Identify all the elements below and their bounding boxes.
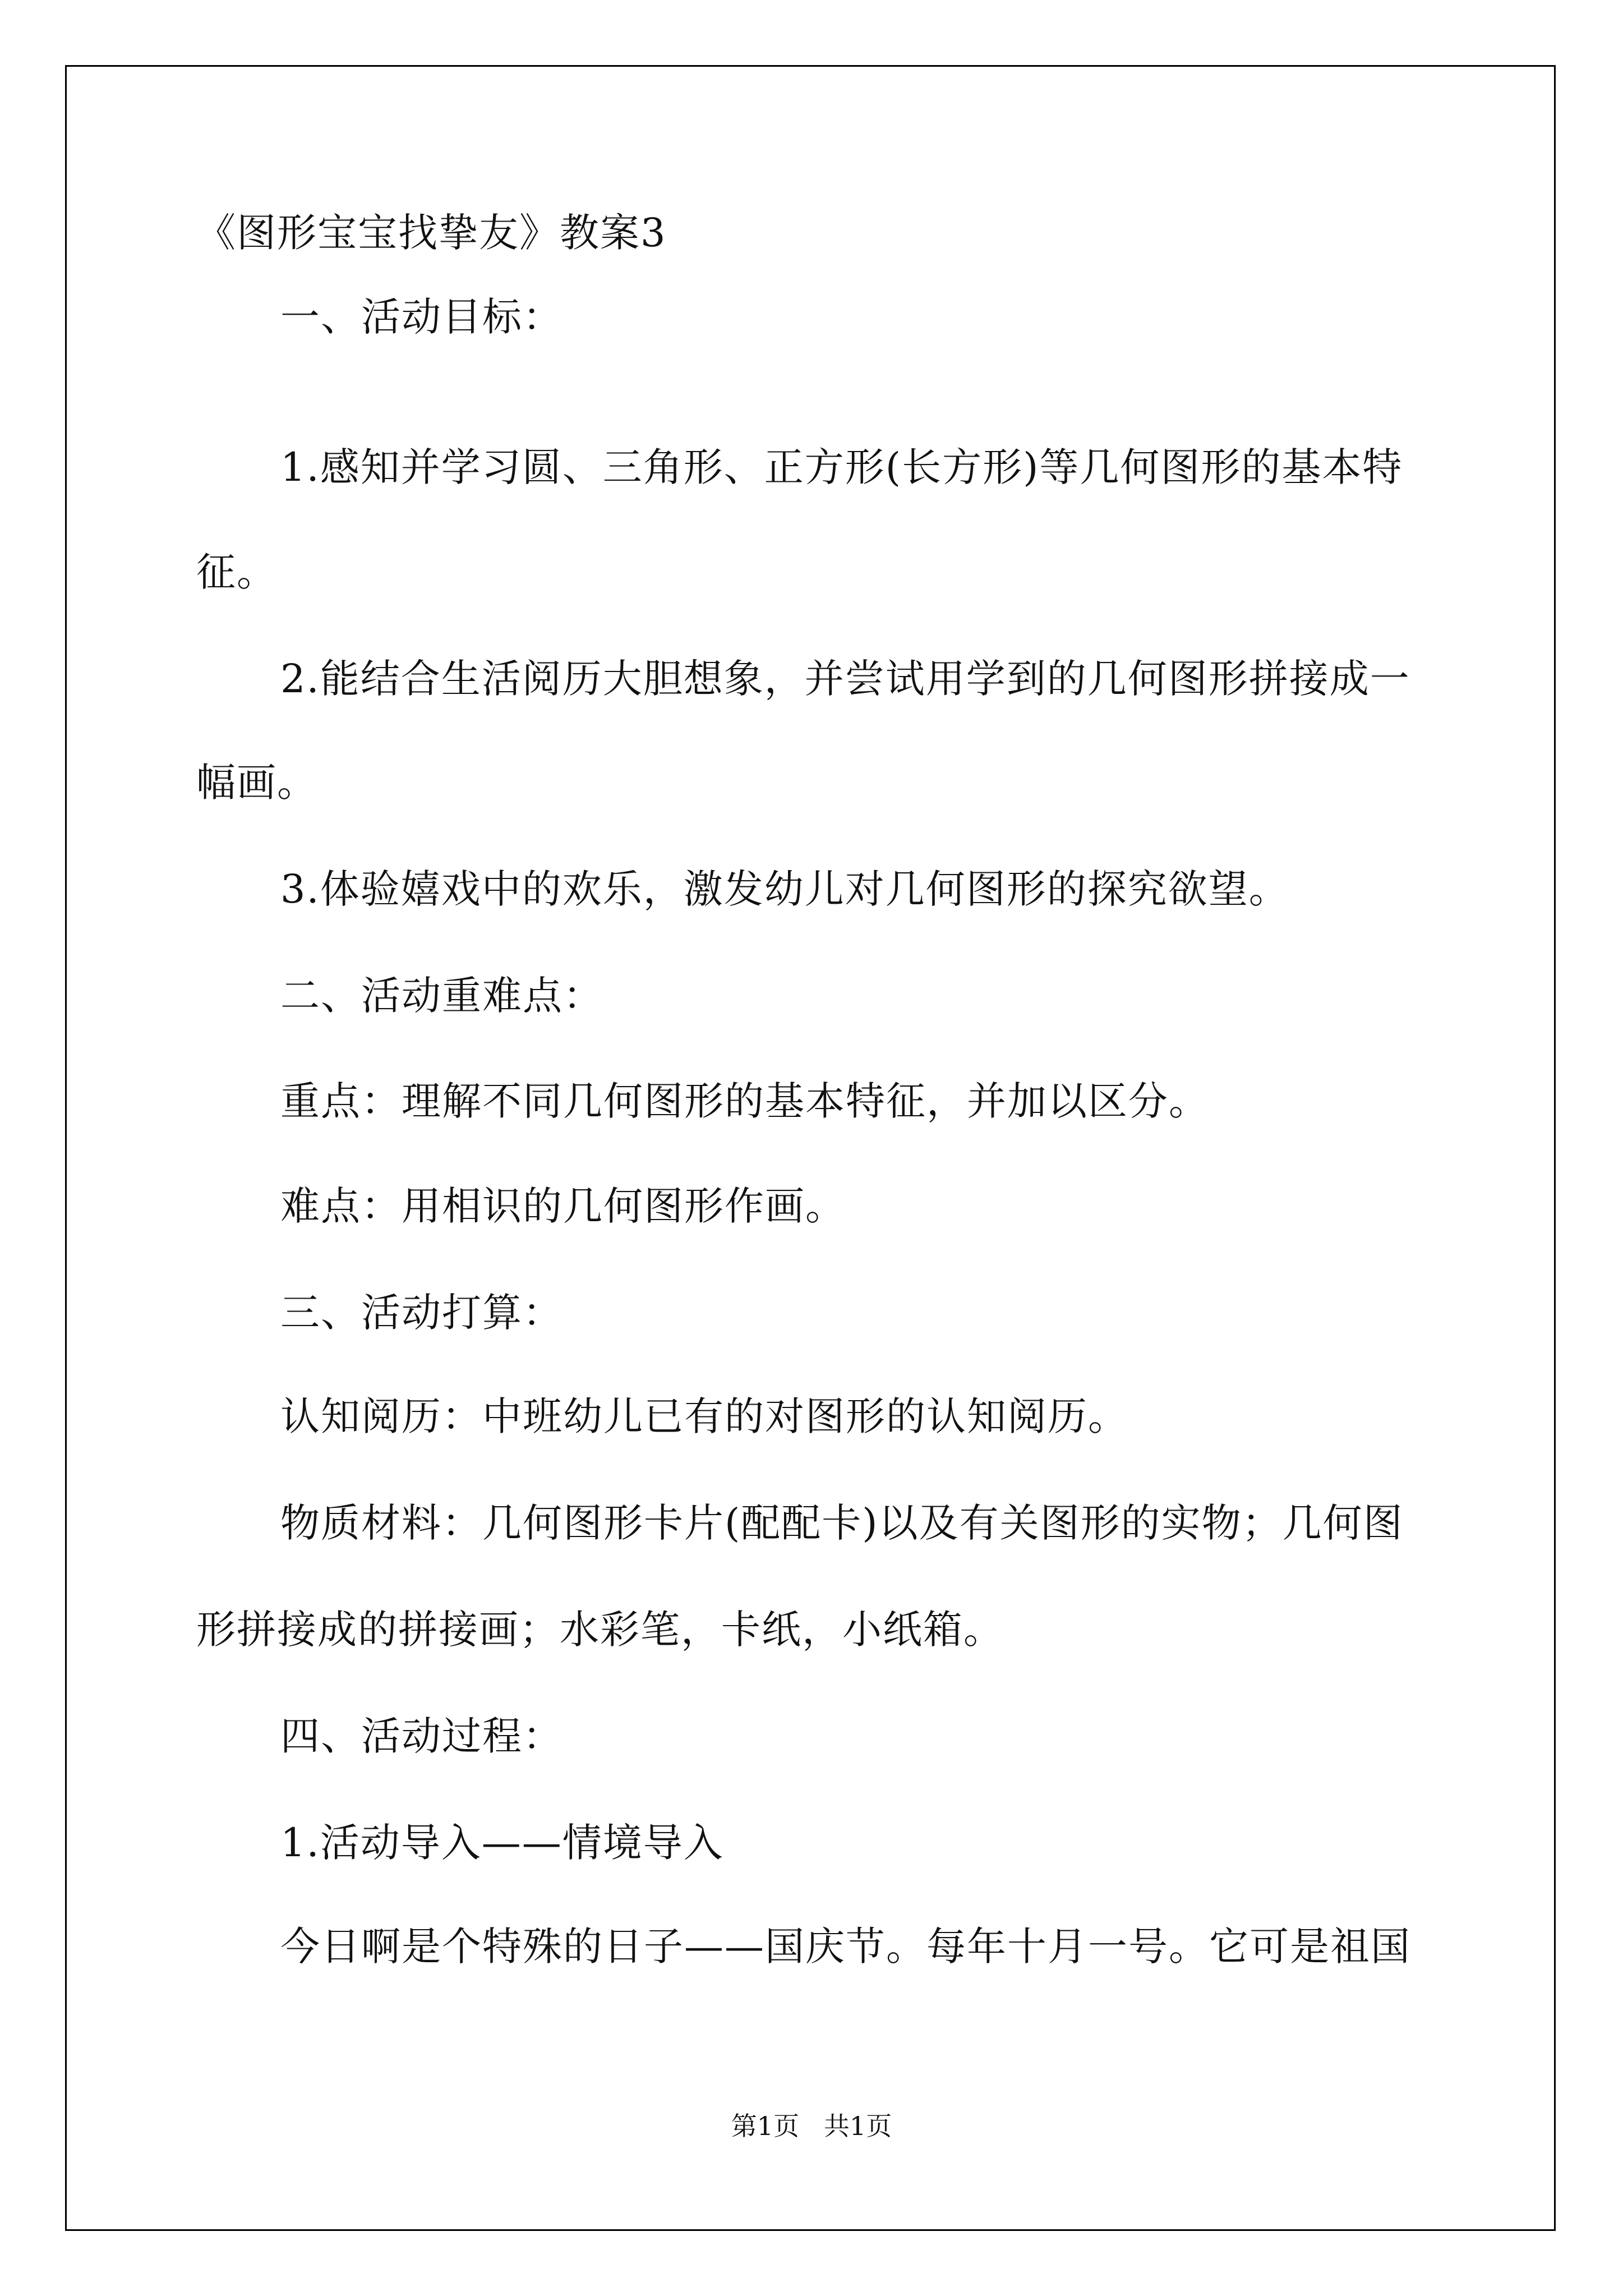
- paragraph-line: 2.能结合生活阅历大胆想象，并尝试用学到的几何图形拼接成一: [280, 656, 1410, 702]
- paragraph-line: 难点：用相识的几何图形作画。: [280, 1183, 846, 1229]
- section-heading-process: 四、活动过程：: [280, 1713, 563, 1759]
- paragraph-line: 今日啊是个特殊的日子——国庆节。每年十月一号。它可是祖国: [280, 1924, 1411, 1970]
- paragraph-line: 征。: [196, 549, 277, 595]
- paragraph-line: 3.体验嬉戏中的欢乐，激发幼儿对几何图形的探究欲望。: [280, 866, 1289, 912]
- paragraph-line: 幅画。: [196, 760, 317, 806]
- paragraph-line: 物质材料：几何图形卡片(配配卡)以及有关图形的实物；几何图: [280, 1500, 1404, 1546]
- section-heading-goals: 一、活动目标：: [280, 294, 563, 340]
- paragraph-line: 形拼接成的拼接画；水彩笔，卡纸，小纸箱。: [196, 1607, 1004, 1653]
- paragraph-line: 认知阅历：中班幼儿已有的对图形的认知阅历。: [280, 1393, 1128, 1439]
- section-heading-preparation: 三、活动打算：: [280, 1290, 563, 1336]
- section-heading-key-points: 二、活动重难点：: [280, 973, 603, 1019]
- page-footer: 第1页 共1页: [731, 2111, 892, 2141]
- paragraph-line: 1.感知并学习圆、三角形、正方形(长方形)等几何图形的基本特: [280, 444, 1403, 490]
- paragraph-line: 1.活动导入——情境导入: [280, 1820, 724, 1866]
- page-frame: [65, 65, 1556, 2231]
- document-title: 《图形宝宝找挚友》教案3: [196, 210, 667, 256]
- paragraph-line: 重点：理解不同几何图形的基本特征，并加以区分。: [280, 1078, 1209, 1124]
